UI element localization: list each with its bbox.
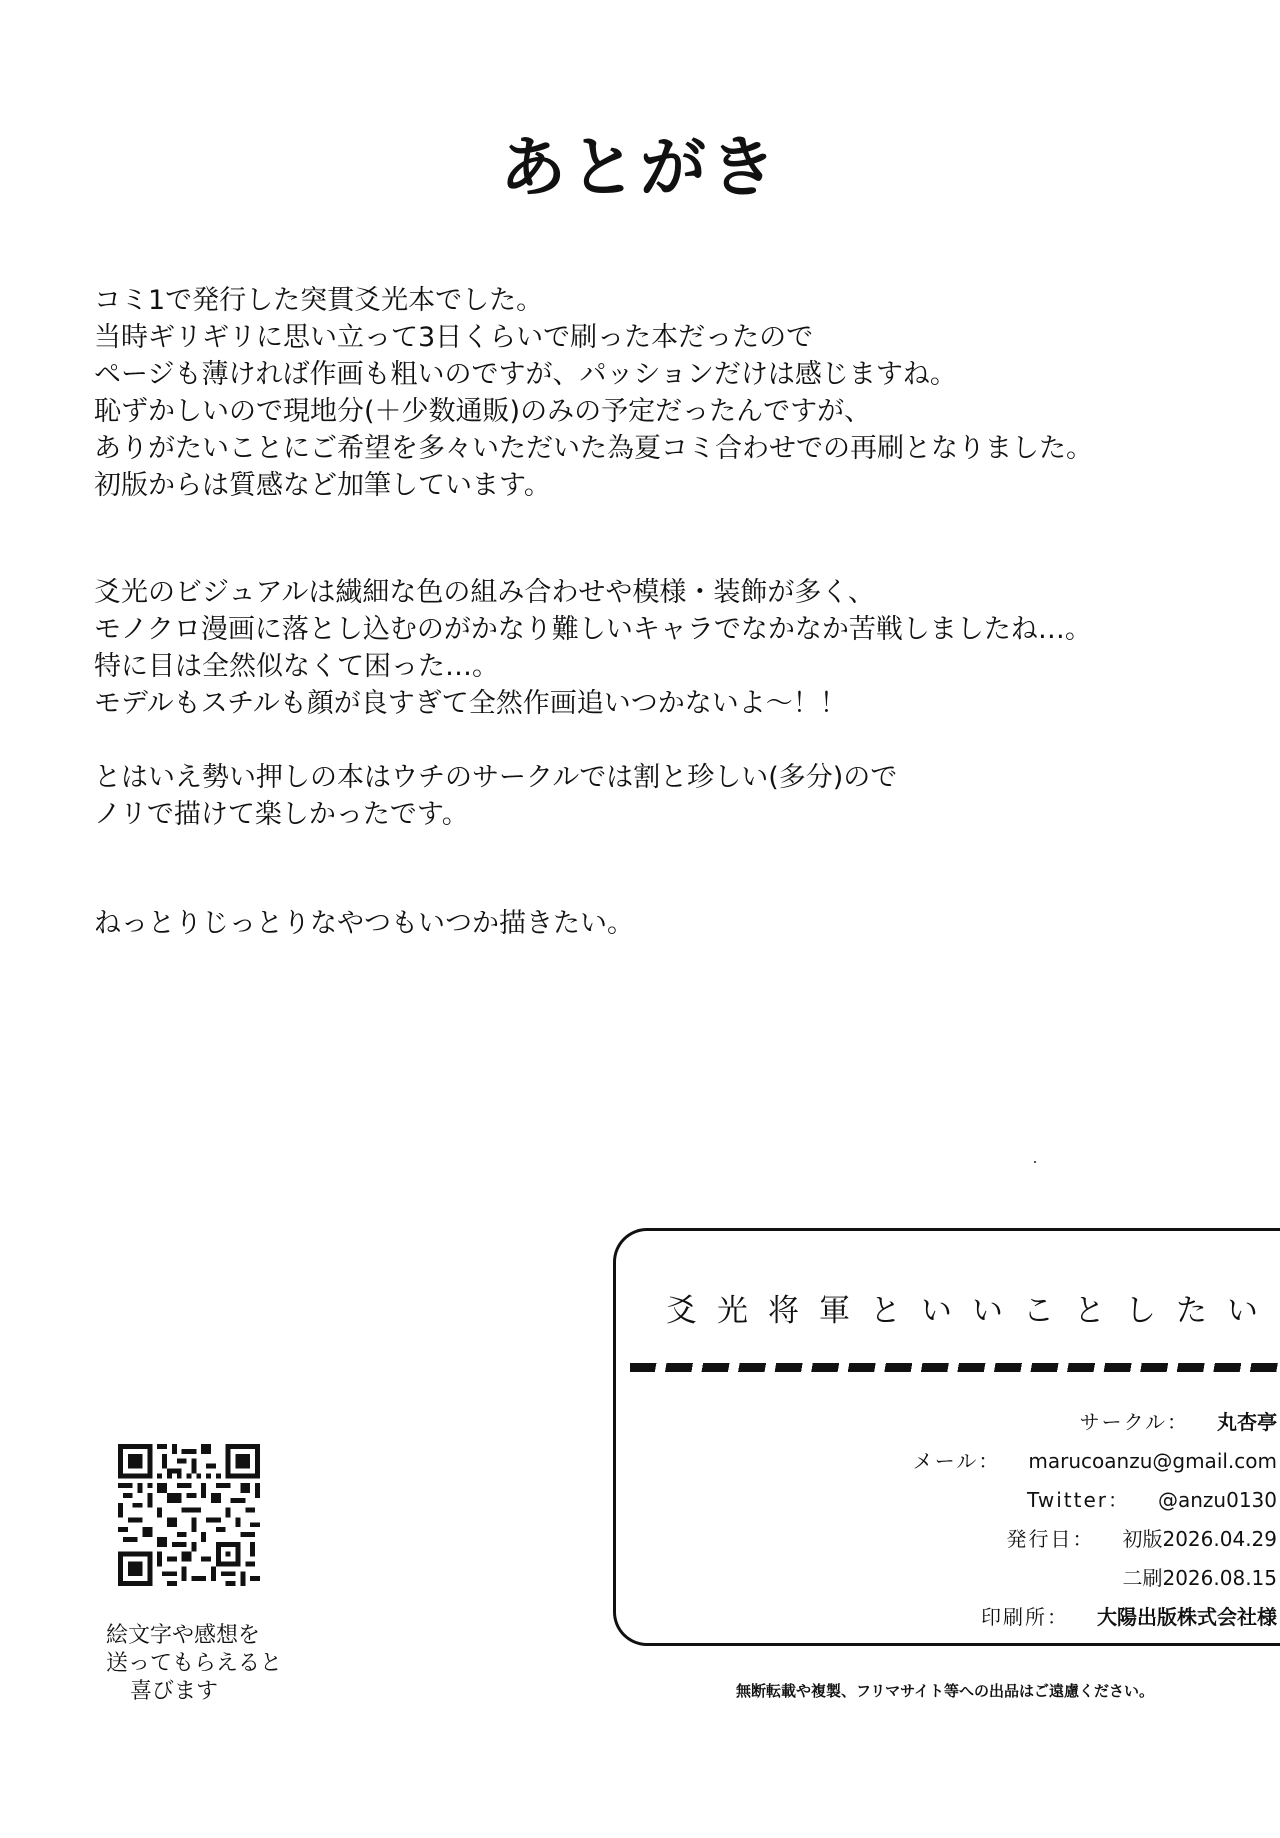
qr-caption (106, 1622, 282, 1706)
text-line: とはいえ勢い押しの本はウチのサークルでは割と珍しい(多分)ので (94, 762, 898, 793)
printer-value: 大陽出版株式会社様 (1097, 1605, 1277, 1629)
speck (1034, 1161, 1036, 1163)
paragraph-1 (94, 282, 1244, 504)
text-line: モデルもスチルも顔が良すぎて全然作画追いつかないよ～！！ (94, 688, 847, 719)
copyright-notice: 無断転載や複製、フリマサイト等への出品はご遠慮ください。 (736, 1682, 1155, 1700)
text-line: ありがたいことにご希望を多々いただいた為夏コミ合わせでの再刷となりました。 (94, 433, 1093, 464)
text-line: 特に目は全然似なくて困った…。 (94, 651, 499, 682)
text-line: ねっとりじっとりなやつもいつか描きたい。 (94, 908, 634, 939)
circle-value: 丸杏亭 (1217, 1410, 1277, 1434)
afterword-body (94, 282, 1244, 942)
twitter-value: @anzu0130 (1157, 1488, 1277, 1512)
book-title: 爻光将軍といいことしたい (666, 1293, 1278, 1329)
qr-caption-line: 絵文字や感想を (106, 1623, 261, 1648)
first-edition-value: 初版2026.04.29 (1122, 1527, 1277, 1551)
text-line: 恥ずかしいので現地分(＋少数通販)のみの予定だったんですが、 (94, 396, 872, 427)
second-print-row (757, 1559, 1277, 1598)
text-line: 当時ギリギリに思い立って3日くらいで刷った本だったので (94, 322, 814, 353)
circle-label: サークル： (1079, 1410, 1189, 1434)
text-line: ノリで描けて楽しかったです。 (94, 799, 469, 830)
second-print-value: 二刷2026.08.15 (1122, 1566, 1277, 1590)
qr-caption-line: 送ってもらえると (106, 1651, 283, 1676)
qr-code-icon[interactable] (118, 1444, 260, 1586)
colophon-info (757, 1403, 1277, 1637)
email-label: メール： (912, 1449, 1001, 1473)
text-line: モノクロ漫画に落とし込むのがかなり難しいキャラでなかなか苦戦しましたね…。 (94, 614, 1092, 645)
text-line: 爻光のビジュアルは繊細な色の組み合わせや模様・装飾が多く、 (94, 577, 875, 608)
email-value: marucoanzu@gmail.com (1028, 1449, 1277, 1473)
qr-caption-line: 喜びます (130, 1679, 219, 1704)
text-line: コミ1で発行した突貫爻光本でした。 (94, 285, 544, 316)
issue-date-row (757, 1520, 1277, 1559)
dashed-divider (630, 1363, 1280, 1372)
text-line: ページも薄ければ作画も粗いのですが、パッションだけは感じますね。 (94, 359, 957, 390)
text-line: 初版からは質感など加筆しています。 (94, 470, 551, 501)
paragraph-4 (94, 905, 1244, 942)
colophon-box (613, 1228, 1280, 1646)
printer-label: 印刷所： (981, 1605, 1069, 1629)
printer-row (757, 1598, 1277, 1637)
paragraph-3 (94, 759, 1244, 833)
page-title: あとがき (500, 129, 780, 206)
email-row (757, 1442, 1277, 1481)
circle-row (757, 1403, 1277, 1442)
twitter-row (757, 1481, 1277, 1520)
twitter-label: Twitter： (1026, 1488, 1130, 1512)
issue-date-label: 発行日： (1006, 1527, 1095, 1551)
paragraph-2 (94, 574, 1244, 722)
